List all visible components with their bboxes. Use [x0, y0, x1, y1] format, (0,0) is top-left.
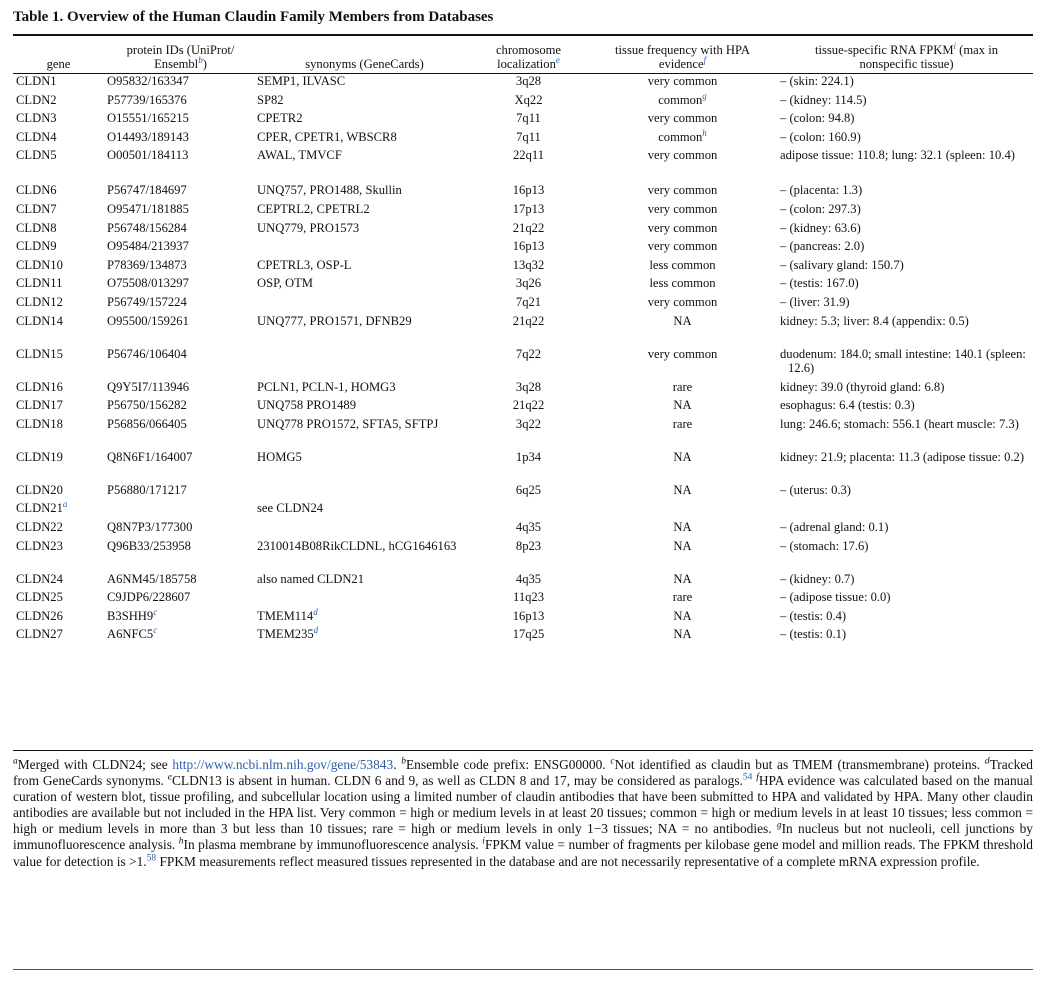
table-row: [13, 572, 1033, 591]
cell-protein-ids: A6NFC5$^c$: [107, 625, 158, 642]
cell-synonyms: CPETRL3, OSP-L: [257, 257, 352, 272]
cell-rna-fpkm: – (pancreas: 2.0): [780, 239, 865, 254]
cell-tissue-frequency: NA: [673, 313, 692, 328]
cell-gene: CLDN24: [16, 571, 63, 586]
table-row: [13, 93, 1033, 112]
cell-chromosome: 21q22: [512, 313, 545, 328]
cell-protein-ids: P56748/156284: [107, 220, 187, 235]
table-row: [13, 295, 1033, 314]
header-gene: gene: [46, 57, 71, 71]
cell-protein-ids: P56747/184697: [107, 183, 187, 198]
cell-gene: CLDN1: [16, 74, 57, 88]
cell-chromosome: 17p13: [512, 201, 545, 216]
cell-tissue-frequency: common$^g$: [658, 90, 707, 107]
cell-synonyms: SP82: [257, 92, 284, 107]
top-rule: [13, 34, 1033, 36]
table-caption: Table 1. Overview of the Human Claudin Family Members from Databases: [13, 9, 494, 25]
cell-gene: CLDN22: [16, 519, 63, 534]
cell-synonyms: UNQ778 PRO1572, SFTA5, SFTPJ: [257, 416, 439, 431]
reference-link[interactable]: 54: [742, 772, 753, 783]
cell-chromosome: 4q35: [515, 571, 542, 586]
cell-tissue-frequency: NA: [673, 449, 692, 464]
cell-protein-ids: B3SHH9$^c$: [107, 606, 158, 623]
cell-tissue-frequency: very common: [647, 201, 718, 216]
cell-chromosome: 1p34: [515, 449, 542, 464]
cell-gene: CLDN6: [16, 183, 57, 198]
cell-protein-ids: P56856/066405: [107, 416, 187, 431]
cell-rna-fpkm: – (salivary gland: 150.7): [780, 257, 904, 272]
cell-gene: CLDN20: [16, 482, 63, 497]
cell-synonyms: UNQ779, PRO1573: [257, 220, 360, 235]
cell-synonyms: SEMP1, ILVASC: [257, 74, 346, 88]
cell-tissue-frequency: NA: [673, 519, 692, 534]
cell-tissue-frequency: NA: [673, 608, 692, 623]
cell-protein-ids: O95500/159261: [107, 313, 189, 328]
cell-tissue-frequency: NA: [673, 571, 692, 586]
cell-synonyms: [257, 347, 472, 380]
cell-gene: CLDN17: [16, 398, 63, 413]
cell-gene: CLDN7: [16, 201, 57, 216]
cell-protein-ids: O14493/189143: [107, 129, 189, 144]
cell-protein-ids: P56746/106404: [107, 346, 187, 361]
cell-protein-ids: Q9Y5I7/113946: [107, 379, 190, 394]
cell-rna-fpkm: [780, 501, 1033, 520]
cell-gene: CLDN27: [16, 627, 63, 642]
footnote-mark: a: [13, 756, 18, 767]
cell-synonyms: TMEM235$^d$: [257, 625, 319, 642]
table-bottom-rule: [13, 750, 1033, 751]
cell-rna-fpkm: – (colon: 160.9): [780, 129, 861, 144]
cell-gene: CLDN21$^a$: [16, 499, 68, 516]
table-row: [13, 258, 1033, 277]
cell-rna-fpkm: – (testis: 167.0): [780, 276, 859, 291]
cell-tissue-frequency: very common: [647, 148, 718, 163]
table-row: [13, 347, 1033, 380]
cell-tissue-frequency: [585, 501, 780, 520]
cell-chromosome: 3q26: [515, 276, 542, 291]
footnote-mark: c: [153, 606, 158, 617]
cell-chromosome: 16p13: [512, 239, 545, 254]
cell-protein-ids: P78369/134873: [107, 257, 187, 272]
cell-synonyms: [257, 590, 472, 609]
cell-protein-ids: O95471/181885: [107, 201, 189, 216]
cell-tissue-frequency: common$^h$: [658, 127, 707, 144]
footnote-mark: a: [62, 499, 68, 510]
cell-protein-ids: Q96B33/253958: [107, 538, 191, 553]
cell-chromosome: 7q21: [515, 294, 542, 309]
table-row: [13, 520, 1033, 539]
cell-tissue-frequency: rare: [672, 416, 693, 431]
table-row: [13, 314, 1033, 347]
cell-chromosome: 6q25: [515, 482, 542, 497]
cell-gene: CLDN12: [16, 294, 63, 309]
cell-protein-ids: Q8N7P3/177300: [107, 519, 193, 534]
footnote-mark: d: [313, 625, 319, 636]
cell-protein-ids: P56749/157224: [107, 294, 187, 309]
cell-synonyms: TMEM114$^d$: [257, 606, 318, 623]
cell-chromosome: 16p13: [512, 608, 545, 623]
cell-tissue-frequency: less common: [649, 257, 716, 272]
cell-rna-fpkm: adipose tissue: 110.8; lung: 32.1 (spleen: 10.4): [780, 148, 1015, 163]
cell-chromosome: 4q35: [515, 519, 542, 534]
cell-synonyms: OSP, OTM: [257, 276, 313, 291]
cell-synonyms: 2310014B08RikCLDNL, hCG1646163: [257, 538, 457, 553]
cell-tissue-frequency: NA: [673, 627, 692, 642]
cell-gene: CLDN25: [16, 590, 63, 605]
cell-synonyms: UNQ777, PRO1571, DFNB29: [257, 313, 412, 328]
table-row: [13, 276, 1033, 295]
table-footnotes: $^a$Merged with CLDN24; see http://www.ncbi.nlm.nih.gov/gene/53843. $^b$Ensemble code prefix: ENSG00000. $^c$Not identified as claudin but as TMEM (transmembrane) proteins. $^d$Tracked from GeneCards synonyms. $^e$CLDN13 is absent in human. CLDN 6 and 9, as well as CLDN 8 and 17, may be considered as paralogs.$^{54}$ $^f$HPA evidence was calculated based on the manual curation of western blot, tissue profiling, and subcellular location using a limited number of claudin antibodies that have been submitted to HPA and validated by HPA. Many other claudin antibodies are available but not included in the HPA list. Very common = high or medium levels in at least 20 tissues; common = high or medium levels in at least 10 tissues; less common = high or medium levels in more than 3 but less than 10 tissues; rare = high or medium levels in only 1−3 tissues; NA = no antibodies. $^g$In nucleus but not nucleoli, cell junctions by immunofluorescence analysis. $^h$In plasma membrane by immunofluorescence analysis. $^i$FPKM value = number of fragments per kilobase gene model and million reads. The FPKM threshold value for detection is >1.58 FPKM measurements reflect measured tissues represented in the database and are not necessarily representative of a complete mRNA expression profile.: [13, 756, 1034, 869]
table-row: [13, 239, 1033, 258]
footnote-mark: g: [702, 90, 707, 101]
cell-synonyms: [257, 239, 472, 258]
claudin-table: [13, 40, 1033, 646]
table-row: [13, 627, 1033, 646]
header-row: [13, 43, 1033, 73]
header-tissue-frequency: tissue frequency with HPA evidence$^f$: [615, 43, 750, 71]
cell-rna-fpkm: – (kidney: 63.6): [780, 220, 861, 235]
cell-protein-ids: O95484/213937: [107, 239, 189, 254]
cell-tissue-frequency: NA: [673, 538, 692, 553]
cell-gene: CLDN10: [16, 257, 63, 272]
table-row: [13, 483, 1033, 502]
cell-synonyms: HOMG5: [257, 449, 302, 464]
cell-rna-fpkm: – (uterus: 0.3): [780, 482, 851, 497]
cell-gene: CLDN18: [16, 416, 63, 431]
cell-chromosome: 21q22: [512, 220, 545, 235]
cell-rna-fpkm: – (colon: 297.3): [780, 201, 861, 216]
footnote-mark: d: [313, 606, 318, 617]
cell-chromosome: 3q28: [515, 379, 542, 394]
cell-chromosome: 3q28: [515, 74, 542, 88]
cell-chromosome: 3q22: [515, 416, 542, 431]
cell-synonyms: see CLDN24: [257, 501, 324, 516]
cell-chromosome: Xq22: [514, 92, 543, 107]
cell-protein-ids: [104, 501, 257, 520]
cell-chromosome: 22q11: [512, 148, 545, 163]
table-row: [13, 501, 1033, 520]
cell-synonyms: AWAL, TMVCF: [257, 148, 342, 163]
cell-rna-fpkm: – (kidney: 0.7): [780, 571, 855, 586]
cell-rna-fpkm: – (colon: 94.8): [780, 111, 855, 126]
cell-tissue-frequency: very common: [647, 111, 718, 126]
cell-tissue-frequency: rare: [672, 590, 693, 605]
cell-synonyms: UNQ758 PRO1489: [257, 398, 357, 413]
cell-tissue-frequency: very common: [647, 74, 718, 88]
table-row: [13, 111, 1033, 130]
table-row: [13, 221, 1033, 240]
cell-gene: CLDN9: [16, 239, 57, 254]
cell-rna-fpkm: kidney: 5.3; liver: 8.4 (appendix: 0.5): [780, 313, 969, 328]
cell-rna-fpkm: lung: 246.6; stomach: 556.1 (heart muscle: 7.3): [780, 416, 1019, 431]
header-rna-fpkm: tissue-specific RNA FPKM$^i$ (max in nonspecific tissue): [814, 40, 999, 71]
cell-chromosome: 16p13: [512, 183, 545, 198]
cell-chromosome: 8p23: [515, 538, 542, 553]
cell-gene: CLDN8: [16, 220, 57, 235]
cell-protein-ids: Q8N6F1/164007: [107, 449, 193, 464]
header-chromosome: chromosome localization$^e$: [495, 43, 562, 71]
cell-gene: CLDN23: [16, 538, 63, 553]
cell-gene: CLDN19: [16, 449, 63, 464]
cell-tissue-frequency: NA: [673, 482, 692, 497]
cell-gene: CLDN4: [16, 129, 57, 144]
footnote-mark: h: [702, 127, 707, 138]
cell-rna-fpkm: – (liver: 31.9): [780, 294, 850, 309]
cell-synonyms: also named CLDN21: [257, 571, 365, 586]
cell-rna-fpkm: – (stomach: 17.6): [780, 538, 869, 553]
table-row: [13, 609, 1033, 628]
header-protein-ids: protein IDs (UniProt/ Ensembl$^b$): [126, 43, 235, 71]
cell-synonyms: [257, 295, 472, 314]
cell-protein-ids: C9JDP6/228607: [107, 590, 191, 605]
table-row: [13, 590, 1033, 609]
cell-gene: CLDN3: [16, 111, 57, 126]
cell-rna-fpkm: – (placenta: 1.3): [780, 183, 863, 198]
reference-link[interactable]: 58: [146, 853, 157, 864]
cell-synonyms: [257, 483, 472, 502]
cell-chromosome: 7q22: [515, 346, 542, 361]
cell-protein-ids: O95832/163347: [107, 74, 189, 88]
table-row: [13, 380, 1033, 399]
cell-chromosome: 17q25: [512, 627, 545, 642]
cell-gene: CLDN11: [16, 276, 63, 291]
table-row: [13, 183, 1033, 202]
cell-synonyms: CEPTRL2, CPETRL2: [257, 201, 370, 216]
footnote-mark: c: [153, 625, 158, 636]
cell-chromosome: 7q11: [516, 111, 541, 126]
cell-gene: CLDN16: [16, 379, 63, 394]
table-row: [13, 74, 1033, 93]
cell-protein-ids: P56880/171217: [107, 482, 187, 497]
table-row: [13, 398, 1033, 417]
cell-rna-fpkm: – (kidney: 114.5): [780, 92, 867, 107]
cell-gene: CLDN5: [16, 148, 57, 163]
cell-protein-ids: O75508/013297: [107, 276, 189, 291]
cell-synonyms: PCLN1, PCLN-1, HOMG3: [257, 379, 396, 394]
cell-chromosome: 13q32: [512, 257, 545, 272]
table-row: [13, 539, 1033, 572]
cell-synonyms: [257, 520, 472, 539]
page-bottom-rule: [13, 969, 1033, 970]
cell-protein-ids: P57739/165376: [107, 92, 187, 107]
table-row: [13, 202, 1033, 221]
cell-rna-fpkm: – (skin: 224.1): [780, 74, 854, 88]
cell-protein-ids: A6NM45/185758: [107, 571, 197, 586]
cell-gene: CLDN15: [16, 346, 63, 361]
cell-protein-ids: O15551/165215: [107, 111, 189, 126]
cell-rna-fpkm: esophagus: 6.4 (testis: 0.3): [780, 398, 915, 413]
cell-rna-fpkm: kidney: 39.0 (thyroid gland: 6.8): [780, 379, 945, 394]
header-synonyms: synonyms (GeneCards): [305, 57, 424, 71]
cell-tissue-frequency: less common: [649, 276, 716, 291]
gene-link[interactable]: http://www.ncbi.nlm.nih.gov/gene/53843: [172, 757, 394, 772]
cell-gene: CLDN26: [16, 608, 63, 623]
cell-synonyms: CPER, CPETR1, WBSCR8: [257, 129, 397, 144]
cell-rna-fpkm: – (testis: 0.1): [780, 627, 847, 642]
cell-chromosome: 21q22: [512, 398, 545, 413]
cell-rna-fpkm: kidney: 21.9; placenta: 11.3 (adipose tissue: 0.2): [780, 449, 1025, 464]
cell-protein-ids: O00501/184113: [107, 148, 189, 163]
cell-synonyms: UNQ757, PRO1488, Skullin: [257, 183, 402, 198]
cell-protein-ids: P56750/156282: [107, 398, 187, 413]
table-row: [13, 417, 1033, 450]
cell-tissue-frequency: very common: [647, 220, 718, 235]
cell-gene: CLDN2: [16, 92, 57, 107]
cell-tissue-frequency: very common: [647, 239, 718, 254]
cell-tissue-frequency: very common: [647, 183, 718, 198]
table-row: [13, 450, 1033, 483]
cell-rna-fpkm: – (adrenal gland: 0.1): [780, 519, 889, 534]
cell-chromosome: 11q23: [512, 590, 545, 605]
cell-tissue-frequency: NA: [673, 398, 692, 413]
cell-tissue-frequency: very common: [647, 294, 718, 309]
cell-tissue-frequency: rare: [672, 379, 693, 394]
cell-rna-fpkm: duodenum: 184.0; small intestine: 140.1 (spleen: 12.6): [780, 346, 1026, 376]
cell-chromosome: 7q11: [516, 129, 541, 144]
table-row: [13, 130, 1033, 149]
cell-rna-fpkm: – (testis: 0.4): [780, 608, 847, 623]
table-row: [13, 148, 1033, 183]
cell-rna-fpkm: – (adipose tissue: 0.0): [780, 590, 891, 605]
cell-synonyms: CPETR2: [257, 111, 303, 126]
cell-tissue-frequency: very common: [647, 346, 718, 361]
cell-chromosome: [472, 501, 585, 520]
cell-gene: CLDN14: [16, 313, 63, 328]
